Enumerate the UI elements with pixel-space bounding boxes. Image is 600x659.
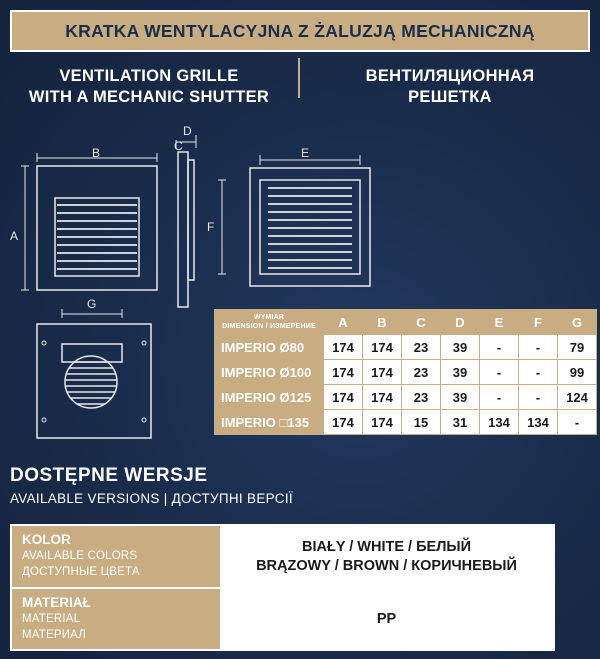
- label-c: C: [174, 139, 183, 153]
- square-view-drawing: [218, 155, 370, 286]
- column-header: B: [363, 310, 402, 335]
- dimension-header-pl: WYMIAR: [253, 314, 285, 321]
- subtitle-en-line2: WITH A MECHANIC SHUTTER: [28, 88, 270, 106]
- versions-subtitle: AVAILABLE VERSIONS | ДОСТУПНІ ВЕРСІЇ: [10, 491, 293, 506]
- dimension-header: [215, 310, 324, 335]
- color-value-white: BIAŁY / WHITE / БЕЛЫЙ: [301, 538, 471, 555]
- table-cell: 174: [324, 410, 363, 435]
- table-cell: 174: [324, 335, 363, 360]
- table-cell: 15: [402, 410, 441, 435]
- dimensions-table: [214, 309, 597, 435]
- table-cell: 174: [363, 335, 402, 360]
- label-a: A: [10, 229, 19, 243]
- subtitle-ru-line2: РЕШЕТКА: [408, 88, 492, 106]
- dimensions-header-row: [215, 310, 597, 335]
- column-header: D: [441, 310, 480, 335]
- color-label-cell: [12, 526, 220, 587]
- model-name: IMPERIO Ø100: [215, 360, 324, 385]
- table-cell: 174: [363, 410, 402, 435]
- table-cell: 174: [363, 385, 402, 410]
- table-cell: -: [519, 335, 558, 360]
- label-d: D: [183, 124, 192, 138]
- front-view-slats: [57, 205, 137, 269]
- material-value-cell: [220, 589, 553, 649]
- table-row: [215, 410, 597, 435]
- color-label-ru: ДОСТУПНЫЕ ЦВЕТА: [22, 566, 140, 578]
- label-b: B: [92, 146, 101, 160]
- color-label: KOLOR: [22, 532, 71, 547]
- material-label-cell: [12, 589, 220, 649]
- table-cell: 39: [441, 335, 480, 360]
- material-value: PP: [376, 610, 397, 627]
- table-cell: 23: [402, 360, 441, 385]
- table-cell: 31: [441, 410, 480, 435]
- table-cell: -: [519, 385, 558, 410]
- color-value-cell: [220, 526, 553, 587]
- table-cell: 99: [558, 360, 597, 385]
- color-value-brown: BRĄZOWY / BROWN / КОРИЧНЕВЫЙ: [256, 557, 517, 574]
- column-header: F: [519, 310, 558, 335]
- table-row: [215, 385, 597, 410]
- subtitle-ru-line1: ВЕНТИЛЯЦИОННАЯ: [365, 67, 535, 85]
- color-row: [12, 526, 553, 587]
- column-header: G: [558, 310, 597, 335]
- round-view-drawing: [37, 309, 151, 438]
- table-row: [215, 335, 597, 360]
- label-e: E: [301, 146, 310, 160]
- column-header: A: [324, 310, 363, 335]
- column-header: E: [480, 310, 519, 335]
- table-cell: -: [480, 360, 519, 385]
- table-cell: 23: [402, 335, 441, 360]
- model-name: IMPERIO Ø80: [215, 335, 324, 360]
- table-cell: 79: [558, 335, 597, 360]
- side-view-drawing: [176, 135, 196, 307]
- table-cell: 39: [441, 385, 480, 410]
- table-cell: 174: [324, 360, 363, 385]
- table-row: [215, 360, 597, 385]
- table-cell: -: [480, 335, 519, 360]
- table-cell: 134: [480, 410, 519, 435]
- subtitle-en-line1: VENTILATION GRILLE: [59, 67, 239, 85]
- versions-title: DOSTĘPNE WERSJE: [10, 465, 208, 486]
- table-cell: -: [519, 360, 558, 385]
- page-title: KRATKA WENTYLACYJNA Z ŻALUZJĄ MECHANICZNĄ: [10, 10, 590, 52]
- versions-table: [10, 524, 555, 651]
- table-cell: 134: [519, 410, 558, 435]
- table-cell: 23: [402, 385, 441, 410]
- table-cell: 174: [324, 385, 363, 410]
- label-f: F: [207, 220, 215, 234]
- column-header: C: [402, 310, 441, 335]
- color-label-en: AVAILABLE COLORS: [22, 550, 138, 562]
- table-cell: 124: [558, 385, 597, 410]
- table-cell: -: [480, 385, 519, 410]
- material-label-ru: МАТЕРИАЛ: [22, 629, 87, 641]
- material-label-en: MATERIAL: [22, 613, 81, 625]
- material-row: [12, 587, 553, 649]
- table-cell: 39: [441, 360, 480, 385]
- round-view-slats: [62, 362, 120, 404]
- dimension-header-en-ru: DIMENSION / ИЗМЕРЕНИЕ: [222, 323, 316, 330]
- square-view-slats: [268, 188, 352, 268]
- model-name: IMPERIO □135: [215, 410, 324, 435]
- material-label: MATERIAŁ: [22, 595, 91, 610]
- table-cell: -: [558, 410, 597, 435]
- table-cell: 174: [363, 360, 402, 385]
- model-name: IMPERIO Ø125: [215, 385, 324, 410]
- front-view-drawing: [21, 153, 157, 290]
- label-g: G: [87, 297, 97, 311]
